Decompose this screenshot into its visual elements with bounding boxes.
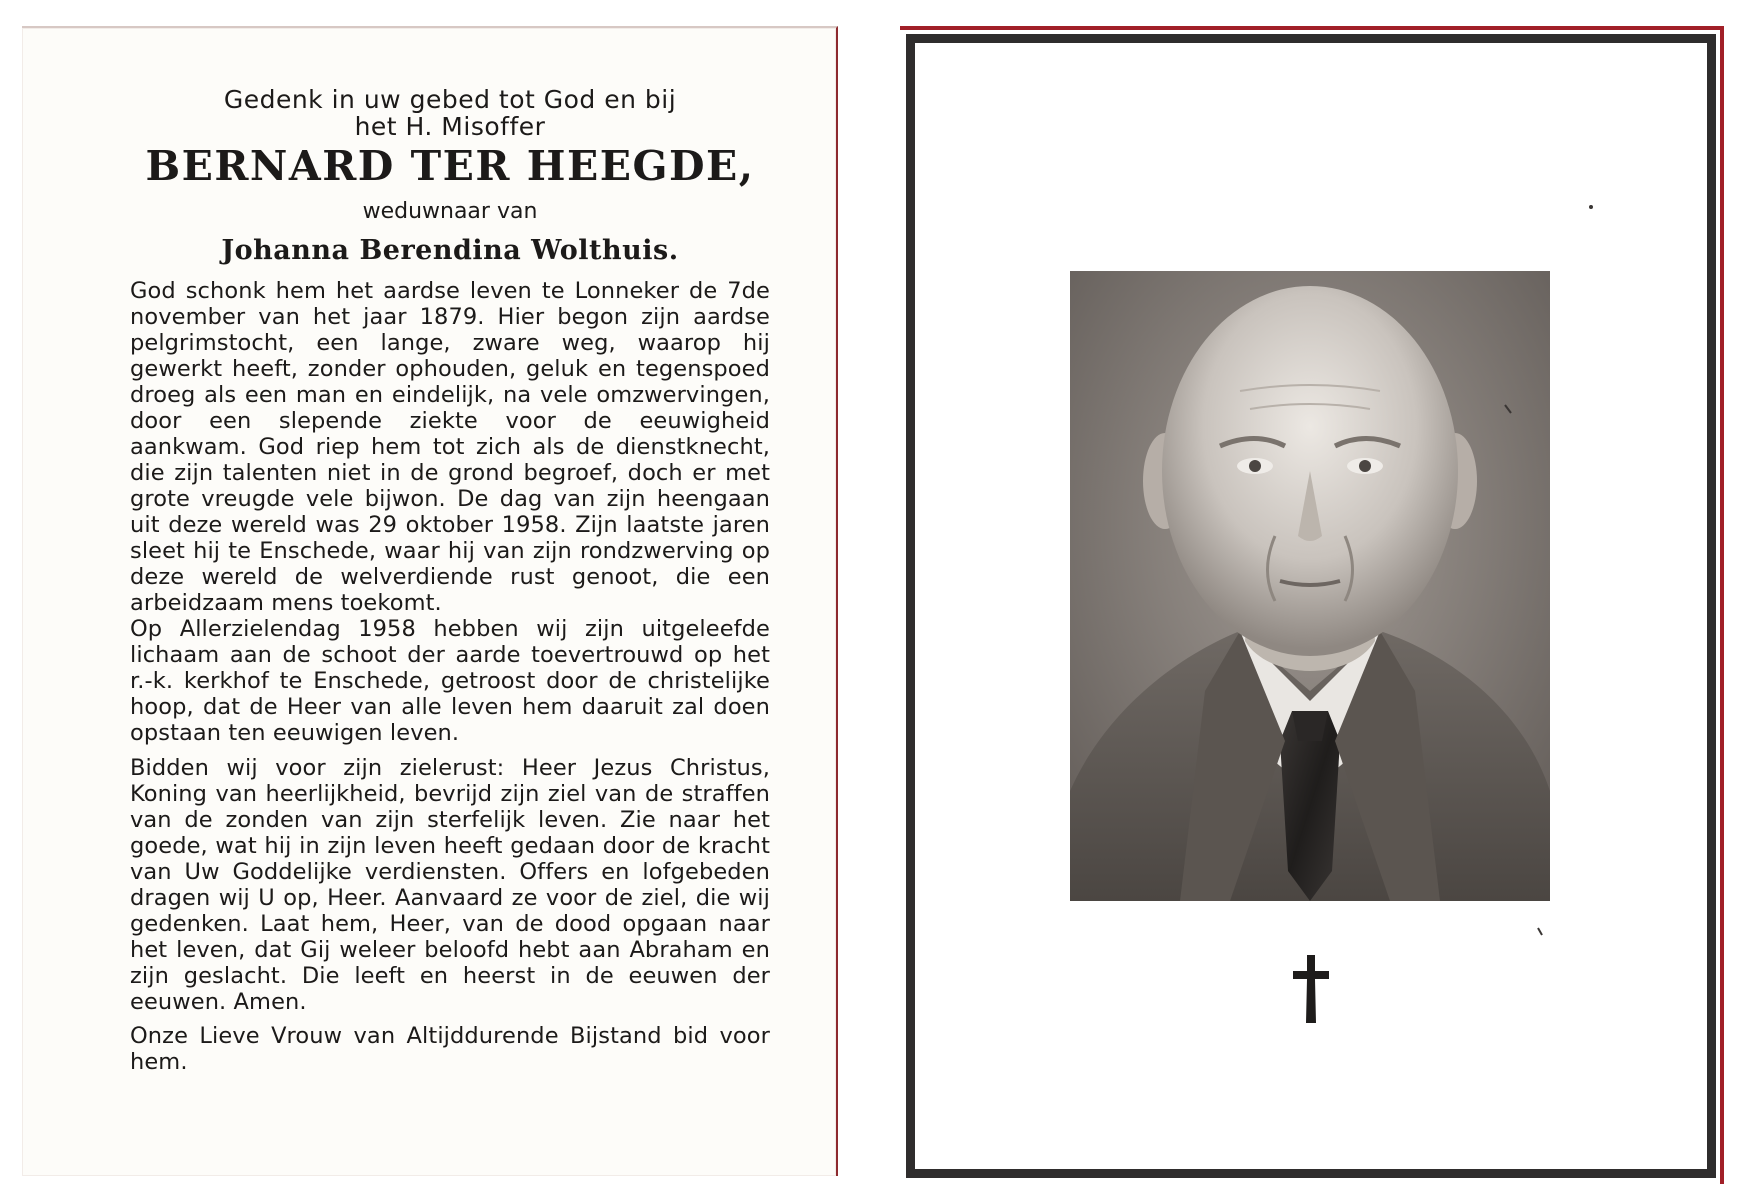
cross-icon bbox=[1289, 953, 1333, 1025]
deceased-name: BERNARD TER HEEGDE, bbox=[145, 142, 755, 190]
intro-line-2: het H. Misoffer bbox=[354, 112, 546, 141]
memorial-card-text-side bbox=[22, 26, 838, 1176]
portrait-photo bbox=[1070, 271, 1550, 901]
memorial-card-photo-side bbox=[900, 26, 1724, 1184]
spouse-name: Johanna Berendina Wolthuis. bbox=[221, 235, 679, 266]
invocation-paragraph: Onze Lieve Vrouw van Altijddurende Bijstand bid voor hem. bbox=[130, 1023, 770, 1075]
relation-line: weduwnaar van bbox=[362, 199, 538, 224]
prayer-paragraph: Bidden wij voor zijn zielerust: Heer Jezus Christus, Koning van heerlijkheid, bevrijd zijn ziel van de straffen van de zonden van zijn sterfelijk leven. Zie naar het goede, wat hij in zijn leven heeft gedaan door de kracht van Uw Goddelijke verdiensten. Offers en lofgebeden dragen wij U op, Heer. Aanvaard ze voor de ziel, die wij gedenken. Laat hem, Heer, van de dood opgaan naar het leven, dat Gij weleer beloofd hebt aan Abraham en zijn geslacht. Die leeft en heerst in de eeuwen der eeuwen. Amen. bbox=[130, 755, 770, 1015]
burial-paragraph: Op Allerzielendag 1958 hebben wij zijn uitgeleefde lichaam aan de schoot der aarde toevertrouwd op het r.-k. kerkhof te Enschede, getroost door de christelijke hoop, dat de Heer van alle leven hem daaruit zal doen opstaan ten eeuwigen leven. bbox=[130, 616, 770, 746]
memorial-text-block bbox=[130, 86, 770, 1075]
mourning-border-frame bbox=[906, 34, 1716, 1178]
intro-line-1: Gedenk in uw gebed tot God en bij bbox=[223, 85, 677, 114]
biography-paragraph: God schonk hem het aardse leven te Lonneker de 7de november van het jaar 1879. Hier begon zijn aardse pelgrimstocht, een lange, zware weg, waarop hij gewerkt heeft, zonder ophouden, geluk en tegenspoed droeg als een man en eindelijk, na vele omzwervingen, door een slepende ziekte voor de eeuwigheid aankwam. God riep hem tot zich als de dienstknecht, die zijn talenten niet in de grond begroef, doch er met grote vreugde vele bijwon. De dag van zijn heengaan uit deze wereld was 29 oktober 1958. Zijn laatste jaren sleet hij te Enschede, waar hij van zijn rondzwerving op deze wereld de welverdiende rust genoot, die een arbeidzaam mens toekomt. bbox=[130, 278, 770, 616]
portrait-illustration bbox=[1070, 271, 1550, 901]
